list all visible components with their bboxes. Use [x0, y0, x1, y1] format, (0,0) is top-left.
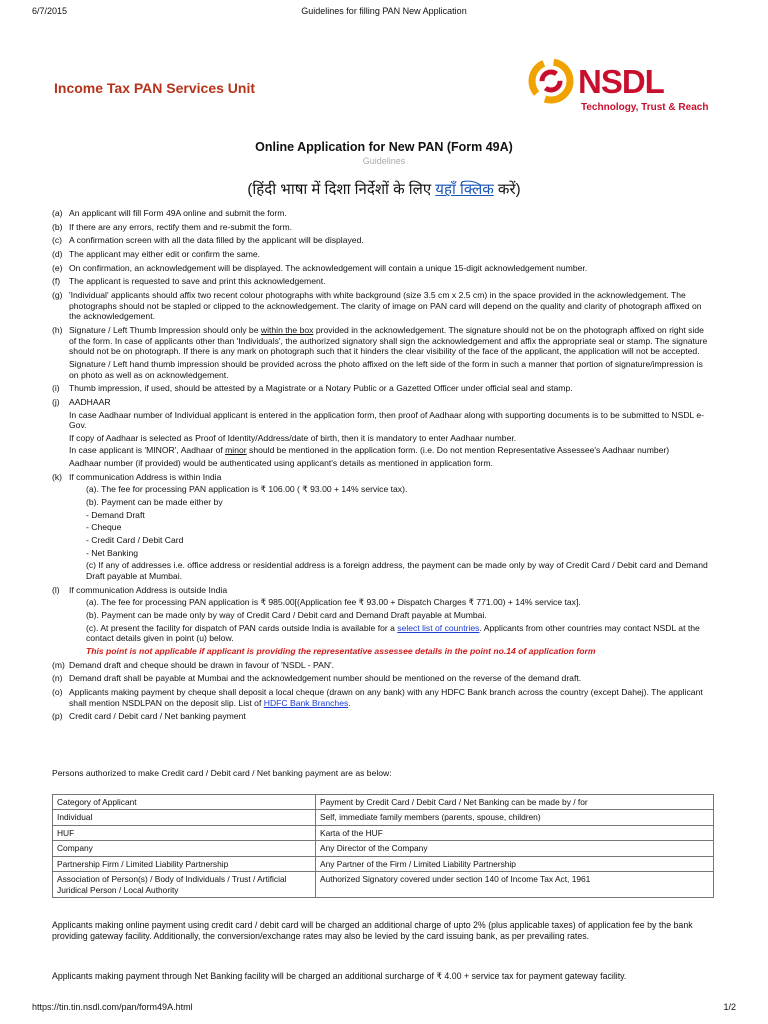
print-page-title: Guidelines for filling PAN New Application	[301, 6, 467, 16]
print-url: https://tin.tin.nsdl.com/pan/form49A.html	[32, 1002, 193, 1012]
guideline-j: (j) AADHAAR In case Aadhaar number of Individual applicant is entered in the application form, then proof of Aadhaar along with supporting documents is to be submitted to NSDL e-Gov. If copy of Aadhaar is selected as Proof of Identity/Address/date of birth, then it is mandatory to enter Aadhaar number. In case applicant is 'MINOR', Aadhaar of minor should be mentioned in the application form. (i.e. Do not mention Representative Assessee's Aadhaar number) Aadhaar number (if provided) would be authenticated using applicant's details as mentioned in application form.	[52, 396, 705, 469]
guideline-b: (b) If there are any errors, rectify them and re-submit the form.	[52, 221, 293, 232]
guideline-l: (l) If communication Address is outside India (a). The fee for processing PAN application is ₹ 985.00[(Application fee ₹ 93.00 + Dispatch Charges ₹ 771.00) + 14% service tax]. (b). Payment can be made only by way of Credit Card / Debit card and Demand Draft payable at Mumbai. (c). At present the facility for dispatch of PAN cards outside India is available for a select list of countries. Applicants from other countries may contact NSDL at the contact details given in point (u) below. This point is not applicable if applicant is providing the representative assessee details in the point no.14 of application form	[52, 585, 712, 657]
representative-note: This point is not applicable if applicant is providing the representative assessee details in the point no.14 of application form	[86, 645, 596, 656]
guideline-n: (n) Demand draft shall be payable at Mumbai and the acknowledgement number should be mentioned on the reverse of the demand draft.	[52, 673, 582, 684]
print-page-number: 1/2	[723, 1002, 736, 1012]
table-row: HUF Karta of the HUF	[53, 825, 714, 840]
guideline-o: (o) Applicants making payment by cheque shall deposit a local cheque (drawn on any bank) with any HDFC Bank branch across the country (except Dahej). The applicant shall mention NSDLPAN on the deposit slip. List of HDFC Bank Branches.	[52, 686, 703, 708]
page-subtitle: Guidelines	[362, 156, 406, 166]
print-footer	[32, 1002, 736, 1014]
guideline-g: (g) 'Individual' applicants should affix two recent colour photographs with white background (size 3.5 cm x 2.5 cm) in the space provided in the acknowledgement. The photographs should not be stapled or clipped to the acknowledgement. The clarity of image on PAN card will depend on the quality and clarity of photograph affixed on the acknowledgement.	[52, 289, 702, 322]
hindi-text-pre: (हिंदी भाषा में दिशा निर्देशों के लिए	[247, 181, 436, 198]
guideline-d: (d) The applicant may either edit or confirm the same.	[52, 248, 261, 259]
table-row: Association of Person(s) / Body of Individuals / Trust / Artificial Juridical Person / Local Authority Authorized Signatory covered under section 140 of Income Tax Act, 1961	[53, 872, 714, 898]
page-title: Online Application for New PAN (Form 49A)	[255, 140, 513, 154]
hdfc-branches-link[interactable]: HDFC Bank Branches	[263, 697, 349, 708]
hindi-click-link[interactable]: यहाँ क्लिक	[435, 181, 494, 198]
guideline-p: (p) Credit card / Debit card / Net banking payment	[52, 711, 246, 722]
nsdl-logo-text: NSDL	[578, 63, 664, 100]
guideline-k: (k) If communication Address is within India (a). The fee for processing PAN application is ₹ 106.00 ( ₹ 93.00 + 14% service tax). (b). Payment can be made either by - Demand Draft - Cheque - Credit Card / Debit Card - Net Banking (c) If any of addresses i.e. office address or residential address is a foreign address, the payment can be made only by way of Credit Card / Debit card and Demand Draft payable at Mumbai.	[52, 471, 708, 582]
guideline-a: (a) An applicant will fill Form 49A online and submit the form.	[52, 208, 287, 218]
select-countries-link[interactable]: select list of countries	[397, 622, 480, 633]
guideline-f: (f) The applicant is requested to save and print this acknowledgement.	[52, 276, 326, 287]
table-row: Company Any Director of the Company	[53, 841, 714, 856]
persons-intro: Persons authorized to make Credit card / Debit card / Net banking payment are as below:	[52, 768, 392, 778]
card-charge-note: Applicants making online payment using credit card / debit card will be charged an additional charge of upto 2% (plus applicable taxes) of application fee by the bank providing gateway facility. Additionally, the conversion/exchange rates may also be levied by the card issuing bank, as per prevailing rates.	[52, 920, 693, 942]
table-header-cell: Payment by Credit Card / Debit Card / Net Banking can be made by / for	[316, 795, 714, 810]
authorized-persons-table	[52, 794, 714, 898]
guidelines-list	[52, 208, 712, 725]
table-header-row	[53, 795, 714, 810]
nsdl-logo[interactable]	[528, 58, 718, 118]
guideline-m: (m) Demand draft and cheque should be drawn in favour of 'NSDL - PAN'.	[52, 659, 335, 670]
table-row: Individual Self, immediate family members (parents, spouse, children)	[53, 810, 714, 825]
table-header-cell: Category of Applicant	[53, 795, 316, 810]
guideline-h: (h) Signature / Left Thumb Impression should only be within the box provided in the acknowledgement. The signature should not be on the photograph affixed on right side of the form. In case of applicants other than 'Individuals', the authorized signatory shall sign the acknowledgement and affix the appropriate seal or stamp. The signature should not be on photograph. If there is any mark on photograph such that it hinders the clear visibility of the face of the applicant, the application will not be accepted. Signature / Left hand thumb impression should be provided across the photo affixed on the left side of the form in such a manner that portion of signature/impression is on photo as well as on acknowledgement.	[52, 325, 712, 380]
nsdl-swirl-icon	[528, 58, 574, 104]
guideline-h-continuation: Signature / Left hand thumb impression should be provided across the photo affixed on the left side of the form in such a manner that portion of signature/impression is on photo as well as on acknowledgement.	[69, 358, 703, 380]
print-header	[32, 6, 736, 18]
guideline-e: (e) On confirmation, an acknowledgement will be displayed. The acknowledgement will contain a unique 15-digit acknowledgement number.	[52, 262, 588, 273]
print-date: 6/7/2015	[32, 6, 68, 16]
guideline-c: (c) A confirmation screen with all the data filled by the applicant will be displayed.	[52, 235, 364, 246]
guideline-i: (i) Thumb impression, if used, should be attested by a Magistrate or a Notary Public or a Gazetted Officer under official seal and stamp.	[52, 383, 573, 394]
nsdl-tagline: Technology, Trust & Reach	[581, 102, 709, 113]
hindi-text-post: करें)	[493, 181, 521, 198]
netbanking-charge-note: Applicants making payment through Net Banking facility will be charged an additional surcharge of ₹ 4.00 + service tax for payment gateway facility.	[52, 971, 627, 981]
table-row: Partnership Firm / Limited Liability Partnership Any Partner of the Firm / Limited Liability Partnership	[53, 856, 714, 871]
hindi-guidelines-line	[0, 181, 768, 200]
unit-title: Income Tax PAN Services Unit	[54, 80, 255, 96]
